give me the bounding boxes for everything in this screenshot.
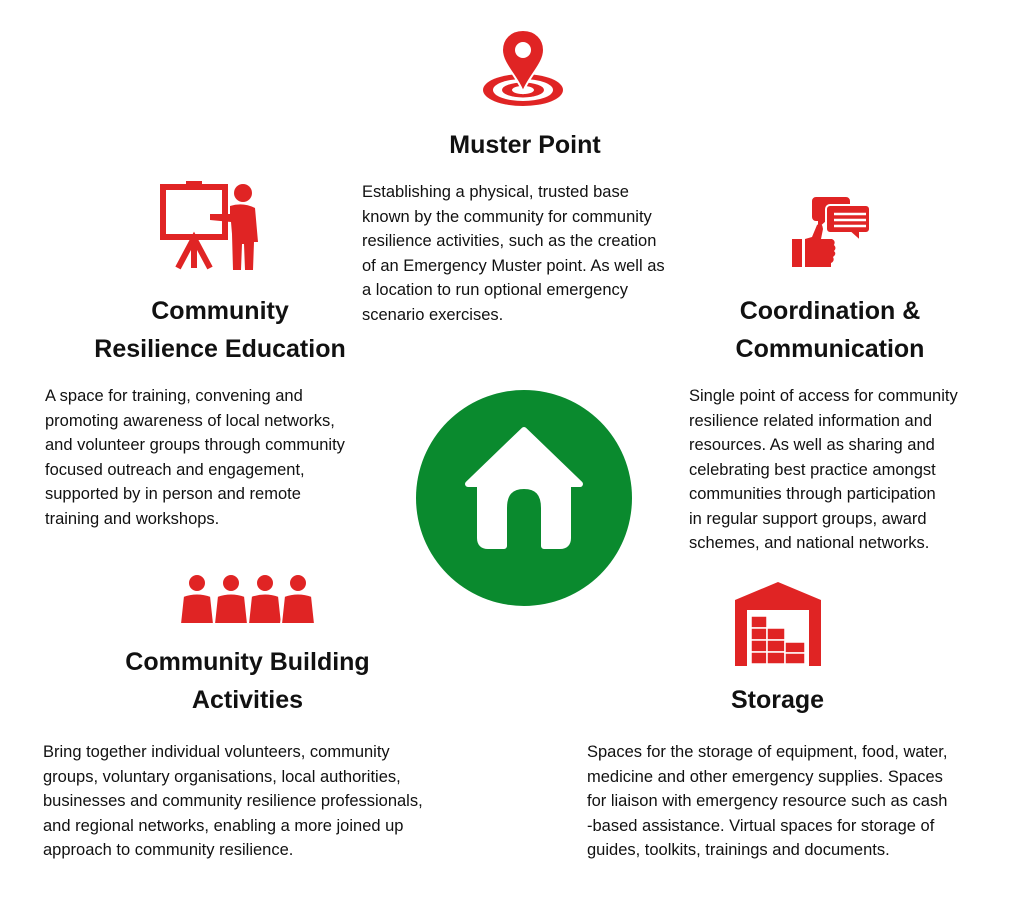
- education-description: [45, 384, 405, 531]
- home-icon: [416, 390, 632, 606]
- title-line: Coordination &: [739, 297, 921, 325]
- storage-description: [587, 740, 1017, 863]
- title-line: Community: [151, 297, 289, 325]
- text-line: Spaces for the storage of equipment, food, water,: [587, 743, 948, 761]
- text-line: resilience related information and: [689, 411, 933, 430]
- building-description: [43, 740, 483, 863]
- title-line: Communication: [735, 335, 925, 363]
- text-line: medicine and other emergency supplies. Spaces: [587, 767, 943, 786]
- text-line: schemes, and national networks.: [689, 534, 930, 552]
- text-line: promoting awareness of local networks,: [45, 411, 335, 430]
- text-line: A space for training, convening and: [45, 387, 303, 405]
- text-line: for liaison with emergency resource such as cash: [587, 792, 948, 810]
- title-line: Community Building: [125, 648, 370, 676]
- text-line: Bring together individual volunteers, community: [43, 743, 390, 761]
- text-line: and volunteer groups through community: [45, 436, 345, 454]
- text-line: scenario exercises.: [362, 305, 504, 324]
- text-line: and regional networks, enabling a more joined up: [43, 816, 404, 835]
- storage-title: Storage: [730, 686, 825, 714]
- warehouse-boxes-icon: [735, 580, 821, 666]
- text-line: in regular support groups, award: [689, 509, 927, 528]
- center-circle: [416, 390, 632, 606]
- text-line: Establishing a physical, trusted base: [362, 183, 629, 201]
- coordination-title: [690, 292, 970, 368]
- muster-point-title: Muster Point: [449, 131, 601, 159]
- text-line: of an Emergency Muster point. As well as: [362, 256, 665, 275]
- text-line: a location to run optional emergency: [362, 281, 628, 299]
- text-line: guides, toolkits, trainings and documents.: [587, 841, 890, 859]
- text-line: resources. As well as sharing and: [689, 436, 935, 454]
- text-line: Single point of access for community: [689, 387, 958, 405]
- title-line: Resilience Education: [94, 335, 346, 363]
- education-title: [60, 292, 380, 368]
- text-line: known by the community for community: [362, 207, 652, 226]
- text-line: training and workshops.: [45, 509, 220, 528]
- map-pin-target-icon: [482, 28, 564, 108]
- text-line: supported by in person and remote: [45, 485, 301, 503]
- text-line: communities through participation: [689, 485, 936, 503]
- text-line: businesses and community resilience professionals,: [43, 792, 423, 810]
- text-line: resilience activities, such as the creation: [362, 232, 657, 250]
- coordination-description: [689, 384, 1009, 556]
- text-line: focused outreach and engagement,: [45, 460, 305, 479]
- presentation-teacher-icon: [158, 178, 264, 272]
- text-line: groups, voluntary organisations, local authorities,: [43, 767, 401, 786]
- text-line: -based assistance. Virtual spaces for storage of: [587, 816, 935, 835]
- title-line: Activities: [191, 686, 304, 714]
- group-people-icon: [176, 572, 318, 626]
- text-line: celebrating best practice amongst: [689, 460, 936, 479]
- text-line: approach to community resilience.: [43, 841, 294, 859]
- building-title: [95, 643, 400, 719]
- thumbs-up-chat-icon: [790, 193, 872, 271]
- muster-point-description: [362, 180, 722, 327]
